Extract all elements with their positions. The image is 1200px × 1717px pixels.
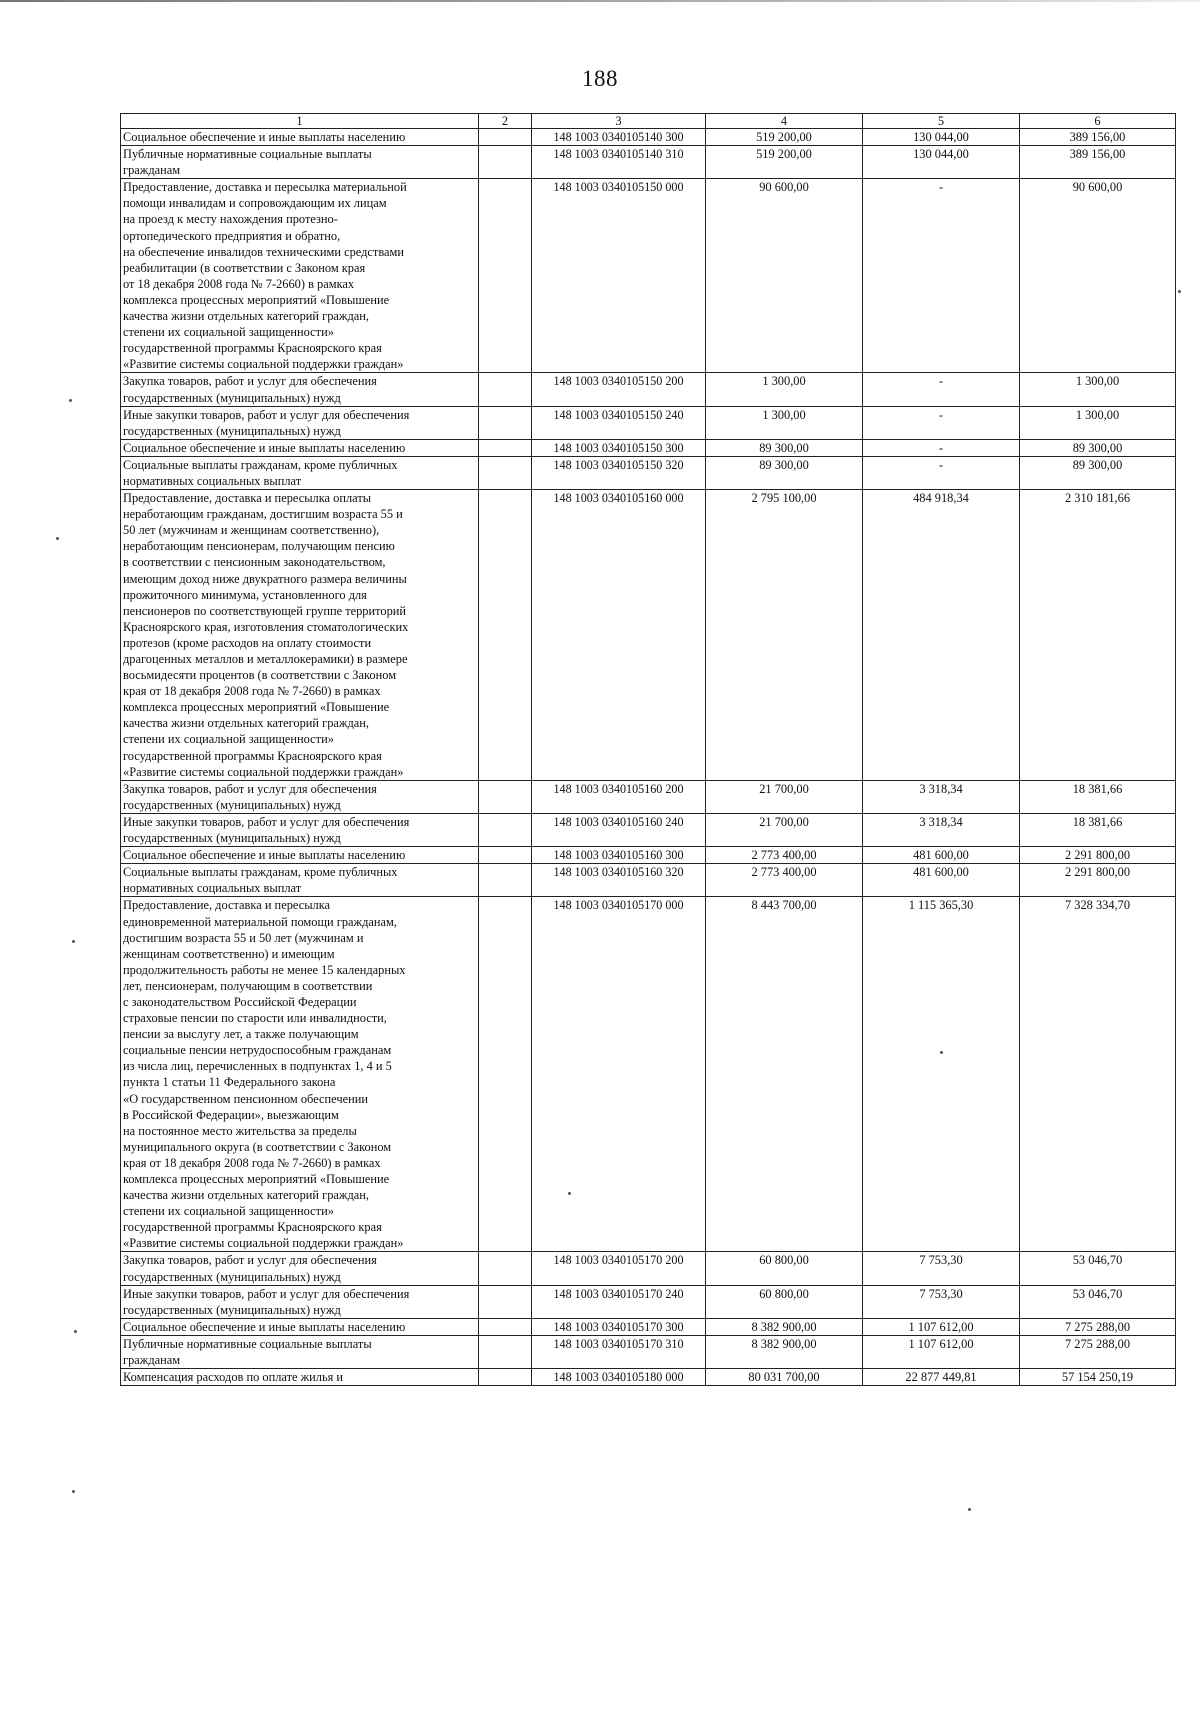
row-value6-cell: 7 275 288,00 [1020,1318,1176,1335]
row-value4-cell: 8 443 700,00 [706,897,863,1252]
row-value5-cell: 7 753,30 [863,1285,1020,1318]
row-value6-cell: 18 381,66 [1020,813,1176,846]
row-value6-cell: 2 310 181,66 [1020,490,1176,781]
row-value4-cell: 89 300,00 [706,456,863,489]
row-value6-cell: 89 300,00 [1020,456,1176,489]
column-header: 1 [121,114,479,129]
column-header: 6 [1020,114,1176,129]
row-code-cell: 148 1003 0340105160 300 [532,847,706,864]
table-row [121,146,1176,179]
row-code-cell: 148 1003 0340105150 000 [532,179,706,373]
table-row [121,456,1176,489]
row-col2-cell [479,490,532,781]
row-name-cell: Публичные нормативные социальные выплаты гражданам [121,146,479,179]
row-value5-cell: - [863,373,1020,406]
row-value6-cell: 57 154 250,19 [1020,1369,1176,1386]
row-name-cell: Предоставление, доставка и пересылка материальной помощи инвалидам и сопровождающим их лицам на проезд к месту нахождения протезно- ортопедического предприятия и обратно, на обеспечение инвалидов техническими средствами реабилитации (в соответствии с Законом края от 18 декабря 2008 года № 7-2660) в рамках комплекса процессных мероприятий «Повышение качества жизни отдельных категорий граждан, степени их социальной защищенности» государственной программы Красноярского края «Развитие системы социальной поддержки граждан» [121,179,479,373]
row-value5-cell: - [863,456,1020,489]
row-value5-cell: 3 318,34 [863,780,1020,813]
row-name-cell: Социальное обеспечение и иные выплаты населению [121,847,479,864]
row-col2-cell [479,1335,532,1368]
row-value6-cell: 389 156,00 [1020,129,1176,146]
budget-table [120,113,1176,1386]
row-value4-cell: 90 600,00 [706,179,863,373]
table-header-row [121,114,1176,129]
row-value5-cell: 3 318,34 [863,813,1020,846]
row-value6-cell: 89 300,00 [1020,439,1176,456]
row-code-cell: 148 1003 0340105150 240 [532,406,706,439]
table-row [121,813,1176,846]
table-row [121,864,1176,897]
scan-speck [940,1051,943,1054]
row-value6-cell: 1 300,00 [1020,373,1176,406]
column-header: 5 [863,114,1020,129]
table-row [121,373,1176,406]
row-value6-cell: 389 156,00 [1020,146,1176,179]
row-col2-cell [479,146,532,179]
row-code-cell: 148 1003 0340105170 240 [532,1285,706,1318]
row-name-cell: Иные закупки товаров, работ и услуг для обеспечения государственных (муниципальных) нужд [121,813,479,846]
row-code-cell: 148 1003 0340105140 310 [532,146,706,179]
row-value4-cell: 60 800,00 [706,1285,863,1318]
row-code-cell: 148 1003 0340105150 320 [532,456,706,489]
table-row [121,1335,1176,1368]
row-value4-cell: 8 382 900,00 [706,1335,863,1368]
row-value5-cell: 1 115 365,30 [863,897,1020,1252]
table-row [121,490,1176,781]
row-code-cell: 148 1003 0340105170 310 [532,1335,706,1368]
row-code-cell: 148 1003 0340105160 000 [532,490,706,781]
scan-speck [56,537,59,540]
row-code-cell: 148 1003 0340105160 240 [532,813,706,846]
row-name-cell: Компенсация расходов по оплате жилья и [121,1369,479,1386]
table-row [121,179,1176,373]
row-col2-cell [479,406,532,439]
row-col2-cell [479,1285,532,1318]
row-col2-cell [479,1318,532,1335]
table-row [121,1369,1176,1386]
row-value5-cell: - [863,439,1020,456]
row-value6-cell: 1 300,00 [1020,406,1176,439]
row-col2-cell [479,439,532,456]
row-code-cell: 148 1003 0340105160 200 [532,780,706,813]
row-value5-cell: 1 107 612,00 [863,1335,1020,1368]
row-name-cell: Иные закупки товаров, работ и услуг для обеспечения государственных (муниципальных) нужд [121,1285,479,1318]
row-value4-cell: 1 300,00 [706,406,863,439]
row-value6-cell: 2 291 800,00 [1020,864,1176,897]
row-col2-cell [479,456,532,489]
row-col2-cell [479,813,532,846]
row-code-cell: 148 1003 0340105160 320 [532,864,706,897]
row-value5-cell: - [863,179,1020,373]
table-row [121,1252,1176,1285]
row-value5-cell: 22 877 449,81 [863,1369,1020,1386]
row-value4-cell: 89 300,00 [706,439,863,456]
column-header: 4 [706,114,863,129]
row-code-cell: 148 1003 0340105140 300 [532,129,706,146]
column-header: 3 [532,114,706,129]
row-value4-cell: 519 200,00 [706,129,863,146]
row-col2-cell [479,847,532,864]
table-row [121,406,1176,439]
row-col2-cell [479,1252,532,1285]
column-header: 2 [479,114,532,129]
scan-speck [968,1508,971,1511]
scan-speck [1178,290,1181,293]
row-code-cell: 148 1003 0340105150 200 [532,373,706,406]
row-value5-cell: 1 107 612,00 [863,1318,1020,1335]
row-value6-cell: 53 046,70 [1020,1285,1176,1318]
row-value4-cell: 2 773 400,00 [706,847,863,864]
row-value4-cell: 21 700,00 [706,813,863,846]
row-name-cell: Закупка товаров, работ и услуг для обеспечения государственных (муниципальных) нужд [121,373,479,406]
scan-speck [69,399,72,402]
scan-speck [568,1192,571,1195]
row-name-cell: Социальные выплаты гражданам, кроме публичных нормативных социальных выплат [121,864,479,897]
row-name-cell: Закупка товаров, работ и услуг для обеспечения государственных (муниципальных) нужд [121,1252,479,1285]
table-row [121,847,1176,864]
row-value5-cell: 130 044,00 [863,146,1020,179]
row-value4-cell: 1 300,00 [706,373,863,406]
page-number: 188 [582,66,618,91]
row-value5-cell: 7 753,30 [863,1252,1020,1285]
budget-table-body [121,114,1176,1386]
scan-speck [72,940,75,943]
row-name-cell: Социальные выплаты гражданам, кроме публичных нормативных социальных выплат [121,456,479,489]
row-value4-cell: 21 700,00 [706,780,863,813]
row-col2-cell [479,780,532,813]
row-name-cell: Предоставление, доставка и пересылка единовременной материальной помощи гражданам, достигшим возраста 55 и 50 лет (мужчинам и женщинам соответственно) и имеющим продолжительность работы не менее 15 календарных лет, пенсионерам, получающим в соответствии с законодательством Российской Федерации страховые пенсии по старости или инвалидности, пенсии за выслугу лет, а также получающим социальные пенсии нетрудоспособным гражданам из числа лиц, перечисленных в подпунктах 1, 4 и 5 пункта 1 статьи 11 Федерального закона «О государственном пенсионном обеспечении в Российской Федерации», выезжающим на постоянное место жительства за пределы муниципального округа (в соответствии с Законом края от 18 декабря 2008 года № 7-2660) в рамках комплекса процессных мероприятий «Повышение качества жизни отдельных категорий граждан, степени их социальной защищенности» государственной программы Красноярского края «Развитие системы социальной поддержки граждан» [121,897,479,1252]
row-value6-cell: 7 328 334,70 [1020,897,1176,1252]
row-value5-cell: 481 600,00 [863,864,1020,897]
row-value4-cell: 2 795 100,00 [706,490,863,781]
row-col2-cell [479,179,532,373]
row-col2-cell [479,1369,532,1386]
row-name-cell: Социальное обеспечение и иные выплаты населению [121,1318,479,1335]
row-code-cell: 148 1003 0340105170 000 [532,897,706,1252]
table-row [121,897,1176,1252]
table-row [121,439,1176,456]
row-value4-cell: 2 773 400,00 [706,864,863,897]
row-value5-cell: 481 600,00 [863,847,1020,864]
row-value6-cell: 18 381,66 [1020,780,1176,813]
scan-speck [72,1490,75,1493]
table-row [121,780,1176,813]
row-value6-cell: 53 046,70 [1020,1252,1176,1285]
row-col2-cell [479,864,532,897]
table-row [121,129,1176,146]
table-row [121,1285,1176,1318]
row-value5-cell: - [863,406,1020,439]
row-code-cell: 148 1003 0340105180 000 [532,1369,706,1386]
row-col2-cell [479,373,532,406]
row-code-cell: 148 1003 0340105170 300 [532,1318,706,1335]
row-value6-cell: 2 291 800,00 [1020,847,1176,864]
row-name-cell: Предоставление, доставка и пересылка оплаты неработающим гражданам, достигшим возраста 55 и 50 лет (мужчинам и женщинам соответственно), неработающим пенсионерам, получающим пенсию в соответствии с пенсионным законодательством, имеющим доход ниже двукратного размера величины прожиточного минимума, установленного для пенсионеров по соответствующей группе территорий Красноярского края, изготовления стоматологических протезов (кроме расходов на оплату стоимости драгоценных металлов и металлокерамики) в размере восьмидесяти процентов (в соответствии с Законом края от 18 декабря 2008 года № 7-2660) в рамках комплекса процессных мероприятий «Повышение качества жизни отдельных категорий граждан, степени их социальной защищенности» государственной программы Красноярского края «Развитие системы социальной поддержки граждан» [121,490,479,781]
row-value4-cell: 80 031 700,00 [706,1369,863,1386]
row-name-cell: Социальное обеспечение и иные выплаты населению [121,129,479,146]
row-code-cell: 148 1003 0340105150 300 [532,439,706,456]
scan-top-edge [0,0,1200,2]
row-col2-cell [479,129,532,146]
row-col2-cell [479,897,532,1252]
row-name-cell: Социальное обеспечение и иные выплаты населению [121,439,479,456]
row-value4-cell: 519 200,00 [706,146,863,179]
row-value6-cell: 90 600,00 [1020,179,1176,373]
scan-speck [74,1330,77,1333]
row-name-cell: Иные закупки товаров, работ и услуг для обеспечения государственных (муниципальных) нужд [121,406,479,439]
row-name-cell: Закупка товаров, работ и услуг для обеспечения государственных (муниципальных) нужд [121,780,479,813]
row-value5-cell: 130 044,00 [863,129,1020,146]
row-value4-cell: 60 800,00 [706,1252,863,1285]
row-value4-cell: 8 382 900,00 [706,1318,863,1335]
row-name-cell: Публичные нормативные социальные выплаты гражданам [121,1335,479,1368]
row-code-cell: 148 1003 0340105170 200 [532,1252,706,1285]
row-value5-cell: 484 918,34 [863,490,1020,781]
row-value6-cell: 7 275 288,00 [1020,1335,1176,1368]
table-row [121,1318,1176,1335]
